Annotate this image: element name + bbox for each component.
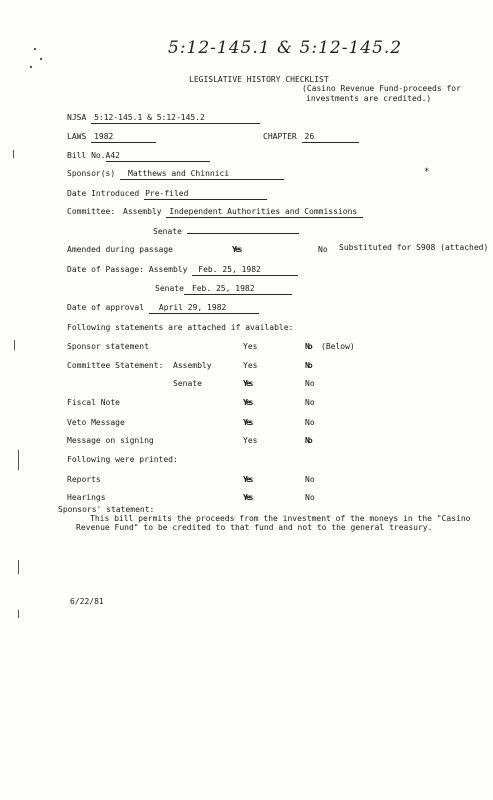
bill-label: Bill No. bbox=[67, 151, 106, 160]
committee-row bbox=[67, 208, 363, 218]
passage-assembly-label: Assembly bbox=[148, 265, 188, 274]
committee-senate-value bbox=[187, 232, 299, 234]
sponsor-statement-label: Sponsor statement bbox=[67, 342, 149, 351]
committee-senate-row bbox=[153, 228, 299, 236]
date-introduced-label: Date Introduced bbox=[67, 189, 140, 198]
committee-statement-label: Committee Statement: bbox=[67, 361, 164, 370]
njsa-value: 5:12-145.1 & 5:12-145.2 bbox=[91, 114, 260, 124]
scan-mark bbox=[34, 48, 36, 50]
signing-message-label: Message on signing bbox=[67, 436, 154, 445]
veto-message-yes-struck: Yes bbox=[243, 418, 252, 427]
njsa-label: NJSA bbox=[67, 113, 87, 122]
footer-date: 6/22/81 bbox=[70, 597, 104, 606]
scan-mark bbox=[40, 58, 42, 60]
reports-yes-struck: Yes bbox=[243, 475, 252, 484]
reports-label: Reports bbox=[67, 475, 101, 484]
signing-message-no-struck: No bbox=[305, 436, 311, 445]
page-subtitle-line2: investments are credited.) bbox=[306, 94, 432, 103]
veto-message-no: No bbox=[305, 418, 315, 427]
reports-no: No bbox=[305, 475, 315, 484]
hearings-label: Hearings bbox=[67, 493, 106, 502]
approval-row bbox=[67, 304, 259, 314]
chapter-label: CHAPTER bbox=[263, 132, 297, 141]
sponsors-statement-line1: This bill permits the proceeds from the investment of the moneys in the "Casino bbox=[90, 514, 471, 523]
bill-value: A42 bbox=[106, 152, 210, 162]
scan-mark bbox=[18, 610, 19, 618]
hearings-yes-struck: Yes bbox=[243, 493, 252, 502]
passage-senate-value: Feb. 25, 1982 bbox=[184, 285, 292, 295]
veto-message-label: Veto Message bbox=[67, 418, 125, 427]
sponsor-statement-no-struck: No bbox=[305, 342, 311, 351]
bill-row bbox=[67, 152, 210, 162]
fiscal-note-yes-struck: Yes bbox=[243, 398, 252, 407]
committee-assembly-yes: Yes bbox=[243, 361, 258, 370]
sponsors-row bbox=[67, 170, 284, 180]
passage-assembly-value: Feb. 25, 1982 bbox=[192, 266, 298, 276]
approval-value: April 29, 1982 bbox=[149, 304, 259, 314]
laws-label: LAWS bbox=[67, 132, 87, 141]
chapter-value: 26 bbox=[302, 133, 359, 143]
passage-senate-row bbox=[155, 285, 292, 295]
date-introduced-row bbox=[67, 190, 267, 200]
amended-note: Substituted for S908 (attached) bbox=[339, 243, 489, 252]
amended-label: Amended during passage bbox=[67, 245, 173, 254]
committee-senate-yes-struck: Yes bbox=[243, 379, 252, 388]
signing-message-yes: Yes bbox=[243, 436, 258, 445]
attached-heading: Following statements are attached if available: bbox=[67, 323, 294, 332]
passage-senate-label: Senate bbox=[155, 284, 184, 293]
sponsors-label: Sponsor(s) bbox=[67, 169, 116, 178]
fiscal-note-no: No bbox=[305, 398, 315, 407]
amended-no: No bbox=[318, 245, 328, 254]
laws-row bbox=[67, 133, 156, 143]
laws-value: 1982 bbox=[91, 133, 156, 143]
scan-mark bbox=[13, 150, 14, 158]
fiscal-note-label: Fiscal Note bbox=[67, 398, 120, 407]
sponsors-value: Matthews and Chinnici bbox=[120, 170, 284, 180]
njsa-row bbox=[67, 114, 260, 124]
committee-senate-no: No bbox=[305, 379, 315, 388]
committee-statement-assembly: Assembly bbox=[173, 361, 212, 370]
scan-mark bbox=[18, 560, 19, 574]
committee-assembly-no-struck: No bbox=[305, 361, 311, 370]
sponsor-statement-note: (Below) bbox=[321, 342, 355, 351]
passage-assembly-row bbox=[67, 266, 298, 276]
sponsors-statement-line2: Revenue Fund" to be credited to that fund and not to the general treasury. bbox=[76, 523, 433, 532]
scan-mark bbox=[30, 66, 32, 68]
committee-assembly-value: Independent Authorities and Commissions bbox=[166, 208, 363, 218]
chapter-row bbox=[263, 133, 359, 143]
approval-label: Date of approval bbox=[67, 303, 145, 312]
sponsors-statement-heading: Sponsors' statement: bbox=[58, 505, 155, 514]
amended-yes-struck: Yes bbox=[232, 245, 241, 254]
date-introduced-value: Pre-filed bbox=[144, 190, 267, 200]
printed-heading: Following were printed: bbox=[67, 455, 178, 464]
passage-label: Date of Passage: bbox=[67, 265, 145, 274]
hearings-no: No bbox=[305, 493, 315, 502]
committee-assembly-label: Assembly bbox=[123, 207, 162, 216]
committee-senate-label: Senate bbox=[153, 227, 182, 236]
committee-statement-senate: Senate bbox=[173, 379, 202, 388]
page-title: LEGISLATIVE HISTORY CHECKLIST bbox=[189, 75, 329, 84]
scan-mark bbox=[18, 450, 19, 470]
sponsor-statement-yes: Yes bbox=[243, 342, 258, 351]
asterisk-mark: * bbox=[424, 167, 430, 177]
scan-mark bbox=[14, 340, 15, 350]
page-subtitle-line1: (Casino Revenue Fund-proceeds for bbox=[302, 84, 461, 93]
committee-label: Committee: bbox=[67, 207, 116, 216]
handwritten-header: 5:12-145.1 & 5:12-145.2 bbox=[168, 38, 403, 58]
